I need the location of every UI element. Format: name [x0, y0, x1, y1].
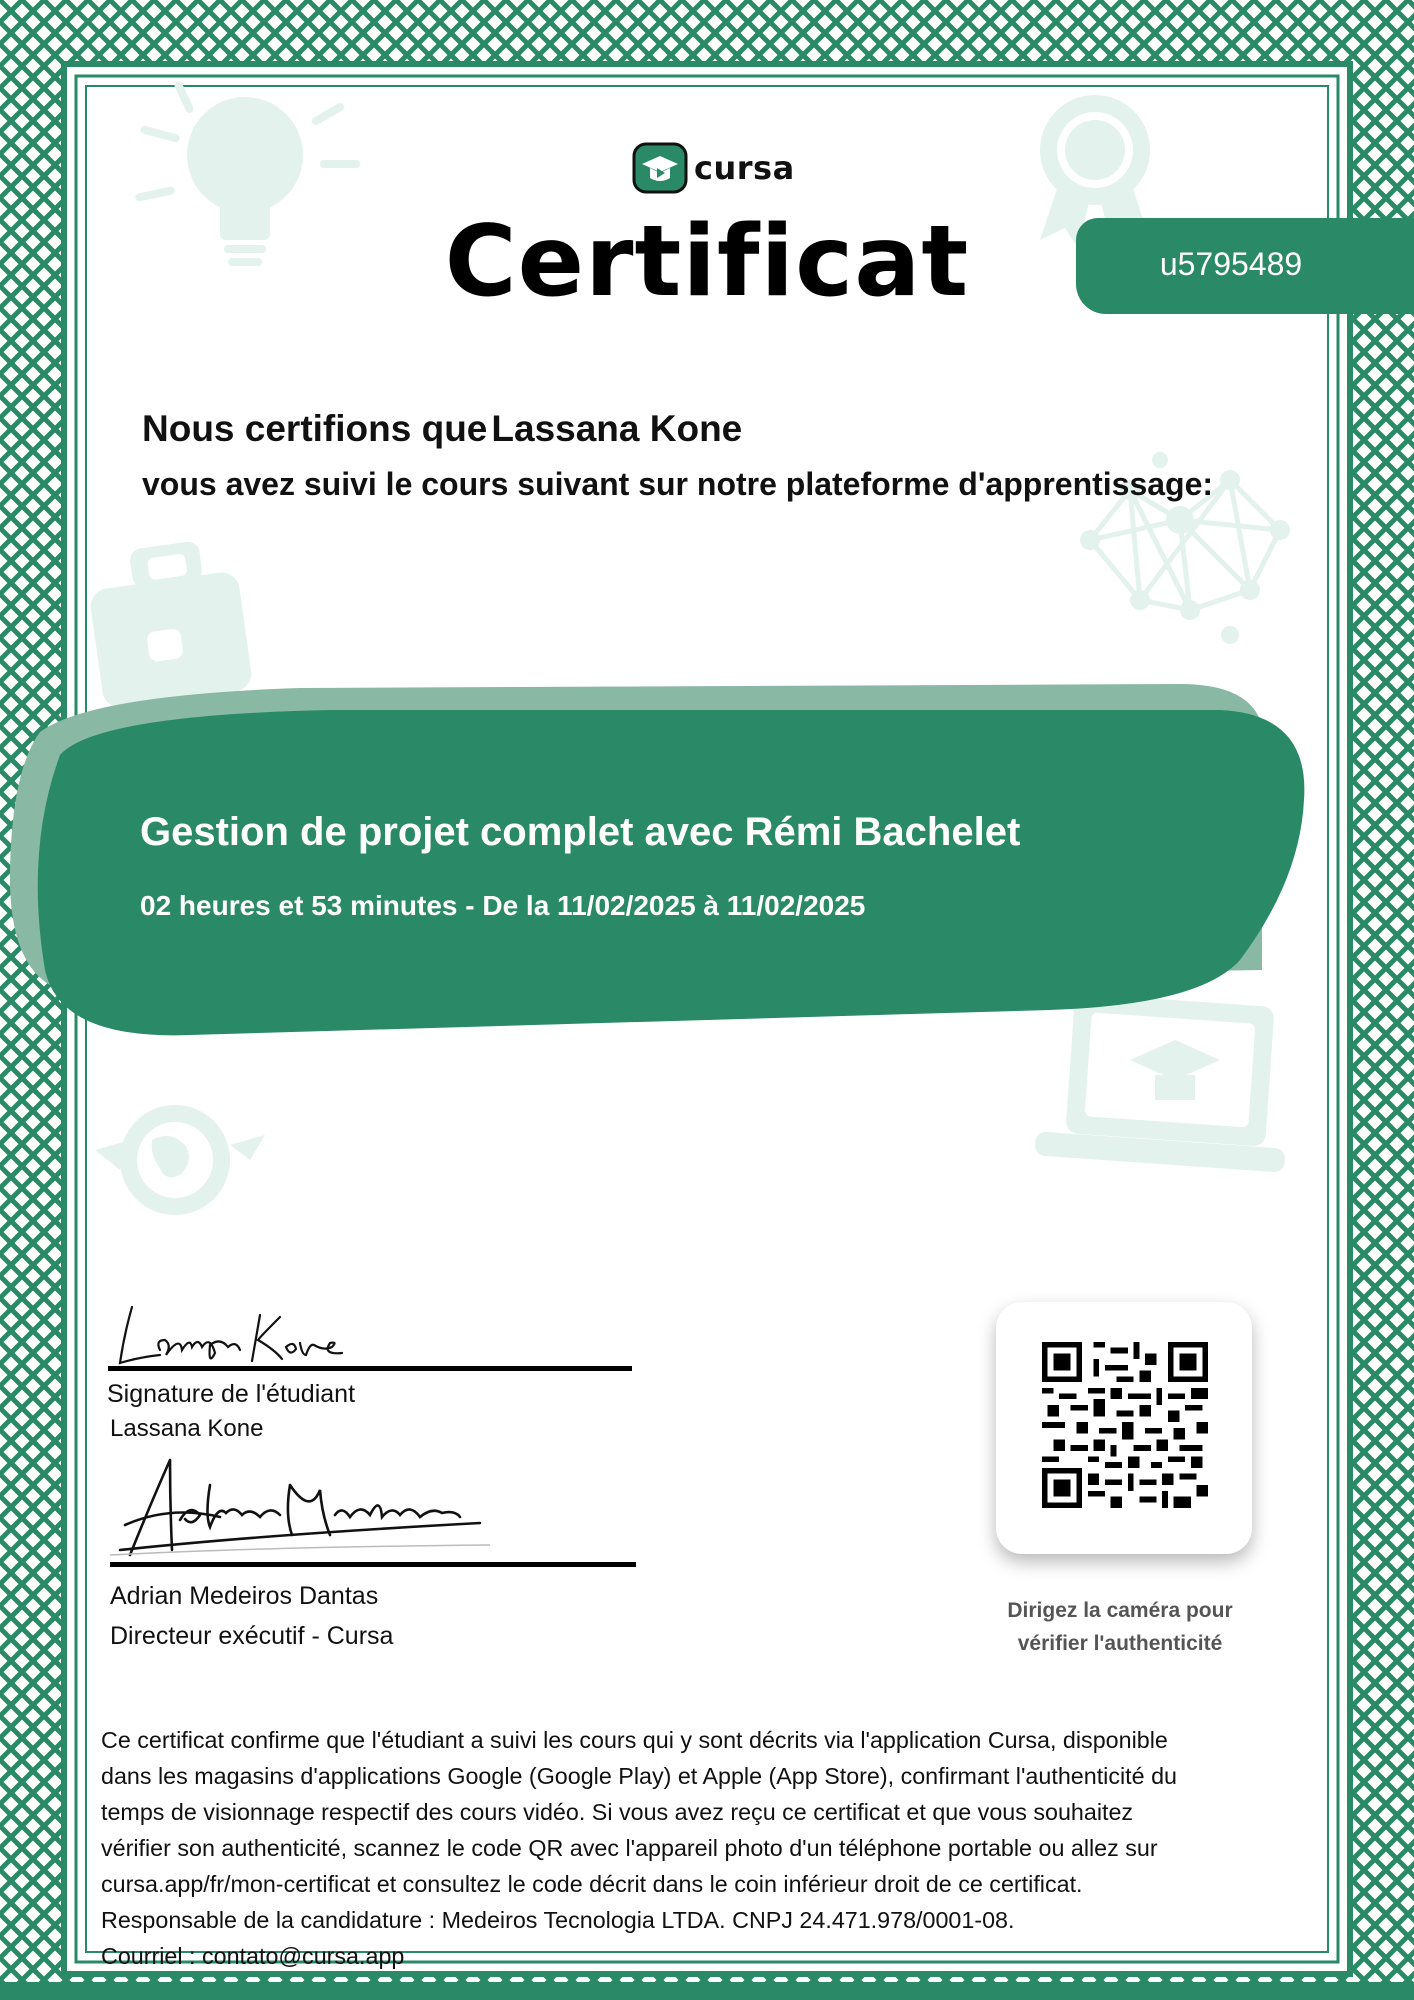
certificate-code: u5795489 [1159, 246, 1303, 282]
footer-line: Responsable de la candidature : Medeiros Tecnologia LTDA. CNPJ 24.471.978/0001-08. [101, 1907, 1015, 1933]
footer-line: vérifier son authenticité, scannez le code QR avec l'appareil photo d'un téléphone portable ou allez sur [101, 1835, 1158, 1861]
qr-code-card [996, 1302, 1252, 1554]
student-name: Lassana Kone [110, 1415, 264, 1442]
course-duration-dates: 02 heures et 53 minutes - De la 11/02/2025 à 11/02/2025 [140, 890, 866, 921]
director-name: Adrian Medeiros Dantas [110, 1582, 379, 1610]
legal-footer [101, 1722, 1301, 1974]
cursa-logo [632, 140, 795, 196]
footer-line: Courriel : contato@cursa.app [101, 1943, 405, 1969]
footer-line: Ce certificat confirme que l'étudiant a suivi les cours qui y sont décrits via l'application Cursa, disponible [101, 1727, 1168, 1753]
footer-line: dans les magasins d'applications Google (Google Play) et Apple (App Store), confirmant l'authenticité du [101, 1763, 1177, 1789]
certify-subtitle: vous avez suivi le cours suivant sur notre plateforme d'apprentissage: [142, 466, 1214, 502]
globe-icon [90, 1090, 270, 1230]
qr-caption-line-2: vérifier l'authenticité [1017, 1632, 1223, 1655]
director-signature [110, 1455, 510, 1565]
certify-prefix: Nous certifions que [142, 408, 488, 449]
director-title: Directeur exécutif - Cursa [110, 1622, 394, 1650]
qr-caption-line-1: Dirigez la caméra pour [1007, 1599, 1233, 1622]
cursa-logo-icon [632, 140, 688, 196]
certify-statement [142, 408, 742, 450]
footer-line: temps de visionnage respectif des cours vidéo. Si vous avez reçu ce certificat et que vous souhaitez [101, 1799, 1134, 1825]
student-signature-label: Signature de l'étudiant [107, 1380, 356, 1408]
qr-caption [970, 1594, 1270, 1660]
footer-line: cursa.app/fr/mon-certificat et consultez le code décrit dans le coin inférieur droit de ce certificat. [101, 1871, 1083, 1897]
student-name-heading: Lassana Kone [491, 408, 743, 449]
certificate-title: Certificat [444, 205, 970, 319]
cursa-logo-text: cursa [694, 149, 795, 187]
student-signature-line [108, 1366, 632, 1371]
course-title: Gestion de projet complet avec Rémi Bachelet [140, 810, 1021, 854]
director-signature-line [110, 1562, 636, 1567]
qr-code[interactable] [1042, 1342, 1208, 1508]
course-banner [0, 670, 1414, 1050]
student-signature [110, 1295, 350, 1375]
